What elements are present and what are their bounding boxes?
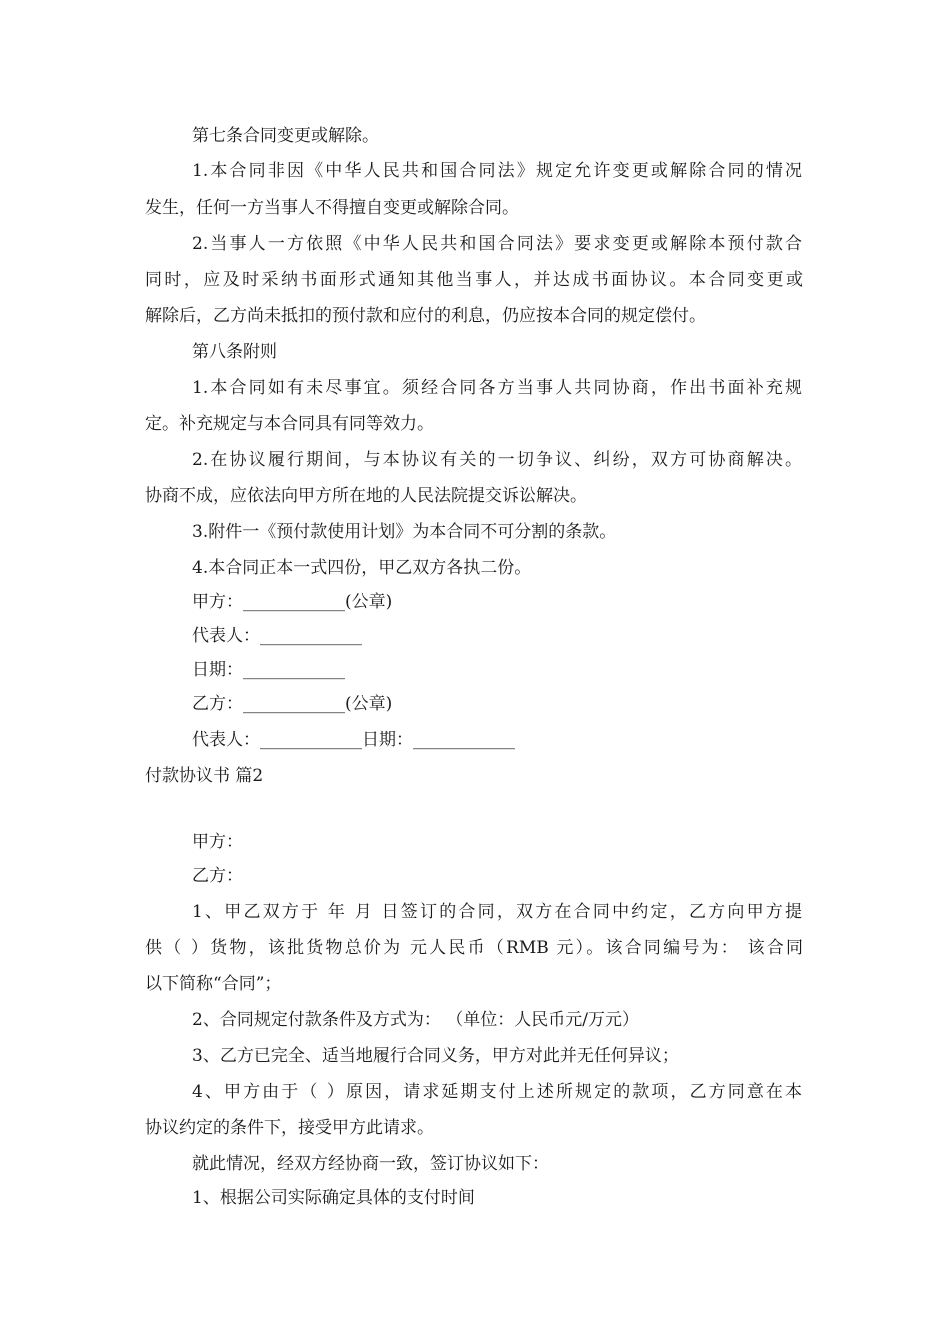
representative-date-line: 代表人：____________日期：____________ xyxy=(192,730,515,750)
paragraph-line: 2、合同规定付款条件及方式为： （单位：人民币元/万元） xyxy=(192,1010,639,1030)
paragraph-line: 定。补充规定与本合同具有同等效力。 xyxy=(145,414,434,434)
paragraph-line: 2.在协议履行期间，与本协议有关的一切争议、纠纷，双方可协商解决。 xyxy=(192,450,802,470)
paragraph-line: 1.本合同非因《中华人民共和国合同法》规定允许变更或解除合同的情况 xyxy=(192,161,802,181)
party-b-label: 乙方： xyxy=(192,866,243,886)
paragraph-line: 就此情况，经双方经协商一致，签订协议如下： xyxy=(192,1154,549,1174)
paragraph-line: 同时，应及时采纳书面形式通知其他当事人，并达成书面协议。本合同变更或 xyxy=(145,270,803,290)
section-title: 付款协议书 篇2 xyxy=(145,766,264,786)
paragraph-line: 3.附件一《预付款使用计划》为本合同不可分割的条款。 xyxy=(192,522,617,542)
paragraph-line: 1、根据公司实际确定具体的支付时间 xyxy=(192,1188,475,1208)
paragraph-line: 以下简称“合同”； xyxy=(145,974,282,994)
paragraph-line: 发生，任何一方当事人不得擅自变更或解除合同。 xyxy=(145,198,519,218)
party-b-signature-line: 乙方：____________(公章) xyxy=(192,694,393,714)
date-line: 日期：____________ xyxy=(192,660,345,680)
paragraph-line: 协议约定的条件下，接受甲方此请求。 xyxy=(145,1118,434,1138)
paragraph-line: 3、乙方已完全、适当地履行合同义务，甲方对此并无任何异议； xyxy=(192,1046,679,1066)
paragraph-line: 4、甲方由于（ ）原因，请求延期支付上述所规定的款项，乙方同意在本 xyxy=(192,1082,802,1102)
article-7-heading: 第七条合同变更或解除。 xyxy=(192,126,379,146)
article-8-heading: 第八条附则 xyxy=(192,342,277,362)
representative-line: 代表人：____________ xyxy=(192,626,362,646)
paragraph-line: 解除后，乙方尚未抵扣的预付款和应付的利息，仍应按本合同的规定偿付。 xyxy=(145,306,706,326)
paragraph-line: 4.本合同正本一式四份，甲乙双方各执二份。 xyxy=(192,558,532,578)
party-a-signature-line: 甲方：____________(公章) xyxy=(192,592,393,612)
paragraph-line: 协商不成，应依法向甲方所在地的人民法院提交诉讼解决。 xyxy=(145,486,587,506)
party-a-label: 甲方： xyxy=(192,832,243,852)
paragraph-line: 1.本合同如有未尽事宜。须经合同各方当事人共同协商，作出书面补充规 xyxy=(192,378,802,398)
paragraph-line: 1、甲乙双方于 年 月 日签订的合同，双方在合同中约定，乙方向甲方提 xyxy=(192,902,802,922)
paragraph-line: 2.当事人一方依照《中华人民共和国合同法》要求变更或解除本预付款合 xyxy=(192,234,802,254)
paragraph-line: 供（ ）货物，该批货物总价为 元人民币（RMB 元）。该合同编号为： 该合同 xyxy=(145,938,803,958)
